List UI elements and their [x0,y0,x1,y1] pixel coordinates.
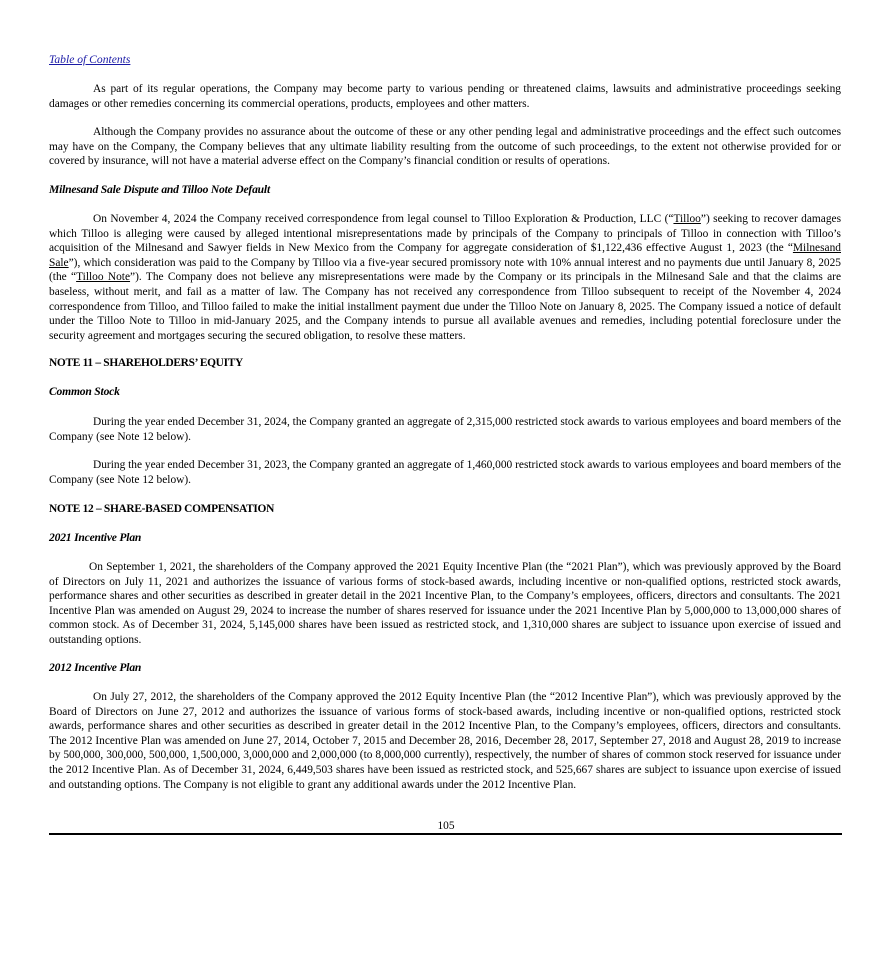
table-of-contents-link[interactable]: Table of Contents [49,53,131,66]
heading-2021-plan: 2021 Incentive Plan [49,531,142,544]
paragraph-tilloo-dispute [49,212,841,343]
text-segment: ”), which consideration was paid to the Company by Tilloo via a five-year secured promissory note with 10% annual interest and no payments due until January 8, 2025 (the “ [49,256,841,284]
heading-common-stock: Common Stock [49,385,120,398]
paragraph-legal-proceedings: Although the Company provides no assurance about the outcome of these or any other pending legal and administrative proceedings and the effect such outcomes may have on the Company, the Company believes that any ultimate liability resulting from the outcome of such proceedings, to the extent not otherwise provided for or covered by insurance, will not have a material adverse effect on the Company’s financial condition or results of operations. [49,126,841,168]
paragraph-grants-2023: During the year ended December 31, 2023, the Company granted an aggregate of 1,460,000 restricted stock awards to various employees and board members of the Company (see Note 12 below). [49,459,841,486]
text-segment: ”) seeking to recover damages which Tilloo is alleging were caused by alleged intentional misrepresentations made by principals of the Company to principals of Tilloo in connection with Tilloo’s acquisition of the Milnesand and Sawyer fields in New Mexico from the Company for aggregate consideration of $1,122,436 effective August 1, 2023 (the “ [49,213,841,255]
footer-rule [49,833,842,835]
page-number: 105 [437,820,455,832]
heading-note-12: NOTE 12 – SHARE-BASED COMPENSATION [49,503,275,515]
paragraph-grants-2024: During the year ended December 31, 2024, the Company granted an aggregate of 2,315,000 restricted stock awards to various employees and board members of the Company (see Note 12 below). [49,416,841,443]
paragraph-regular-operations: As part of its regular operations, the Company may become party to various pending or threatened claims, lawsuits and administrative proceedings seeking damages or other remedies concerning its commercial operations, products, employees and other matters. [49,83,841,110]
defined-term-tilloo: Tilloo [673,213,701,225]
heading-2012-plan: 2012 Incentive Plan [49,661,142,674]
text-segment: ”). The Company does not believe any misrepresentations were made by the Company or its principals in the Milnesand Sale and that the claims are baseless, without merit, and fail as a matter of law. The Company has not received any correspondence from Tilloo subsequent to receipt of the November 4, 2024 correspondence from Tilloo, and Tilloo failed to make the initial installment payment due under the Tilloo Note on January 8, 2025. The Company issued a notice of default under the Tilloo Note to Tilloo in mid-January 2025, and the Company intends to pursue all available avenues and remedies, including potential foreclosure under the security agreement and mortgages securing the secured obligation, to resolve these matters. [49,271,841,342]
heading-milnesand-dispute: Milnesand Sale Dispute and Tilloo Note Default [49,183,270,196]
paragraph-2012-plan: On July 27, 2012, the shareholders of the Company approved the 2012 Equity Incentive Plan (the “2012 Incentive Plan”), which was previously approved by the Board of Directors on June 27, 2012 and authorizes the issuance of various forms of stock-based awards, including incentive or non-qualified options, restricted stock awards, performance shares and other securities as described in greater detail in the 2012 Incentive Plan, to the Company’s employees, officers, directors and consultants. The 2012 Incentive Plan was amended on June 27, 2014, October 7, 2015 and December 28, 2016, December 28, 2017, September 27, 2018 and August 28, 2019 to increase by 500,000, 300,000, 500,000, 1,500,000, 3,000,000 and 2,000,000 (to 8,000,000 currently), respectively, the number of shares of common stock reserved for issuance under the 2012 Incentive Plan. As of December 31, 2024, 6,449,503 shares have been issued as restricted stock, and 525,667 shares are subject to issuance upon exercise of issued and outstanding options. The Company is not eligible to grant any additional awards under the 2012 Incentive Plan. [49,691,841,791]
defined-term-tilloo-note: Tilloo Note [76,271,131,284]
defined-term-milnesand-sale: Milnesand Sale [49,242,841,269]
text-segment: On November 4, 2024 the Company received correspondence from legal counsel to Tilloo Exploration & Production, LLC (“ [93,213,674,225]
paragraph-2021-plan: On September 1, 2021, the shareholders of the Company approved the 2021 Equity Incentive Plan (the “2021 Plan”), which was previously approved by the Board of Directors on July 11, 2021 and authorizes the issuance of various forms of stock-based awards, including incentive or non-qualified options, restricted stock awards, performance shares and other securities as described in greater detail in the 2021 Incentive Plan, to the Company’s employees, officers, directors and consultants. The 2021 Incentive Plan was amended on August 29, 2024 to increase the number of shares reserved for issuance under the 2021 Incentive Plan by 5,000,000 to 13,000,000 shares of common stock. As of December 31, 2024, 5,145,000 shares have been issued as restricted stock, and 1,310,000 shares are subject to issuance upon exercise of issued and outstanding options. [49,561,841,646]
heading-note-11: NOTE 11 – SHAREHOLDERS’ EQUITY [49,357,243,369]
